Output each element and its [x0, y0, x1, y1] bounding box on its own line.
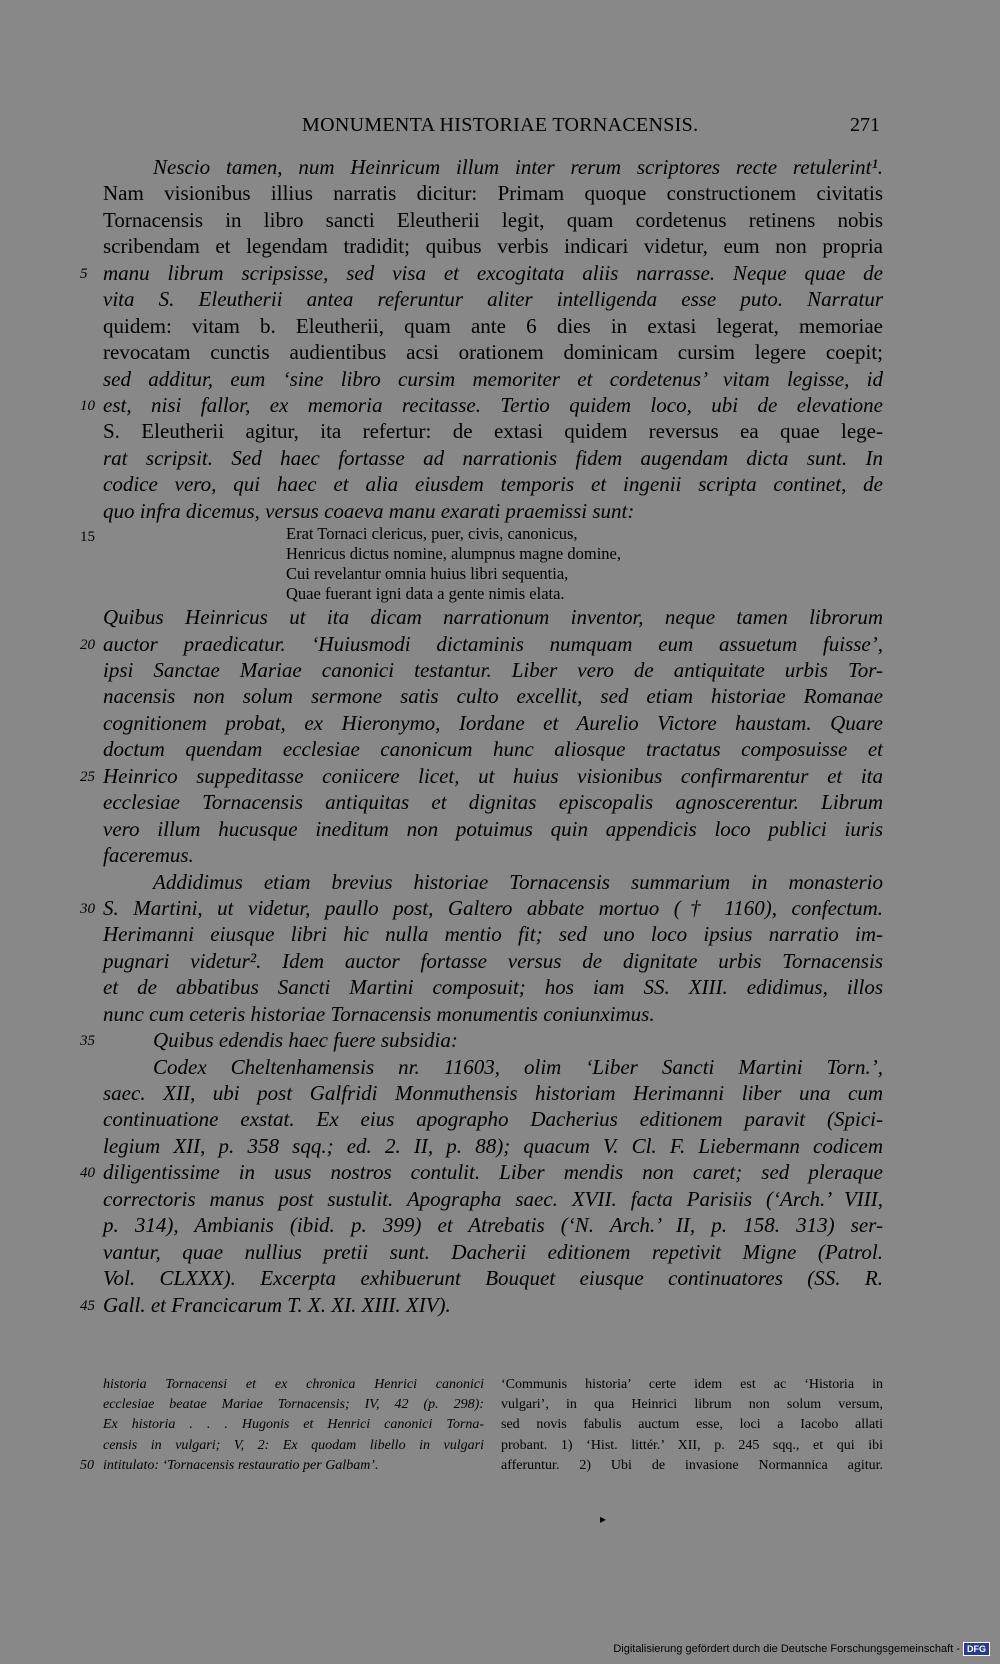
- text-line: 5 manu librum scripsisse, sed visa et excogitata aliis narrasse. Neque quae de: [103, 260, 883, 286]
- text-line: faceremus.: [103, 843, 194, 868]
- text-line: Codex Cheltenhamensis nr. 11603, olim ‘Liber Sancti Martini Torn.’,: [153, 1054, 883, 1079]
- text-line: legium XII, p. 358 sqq.; ed. 2. II, p. 88); quacum V. Cl. F. Liebermann codicem: [103, 1133, 883, 1158]
- dfg-logo: DFG: [963, 1642, 990, 1656]
- line-number: 10: [80, 397, 95, 414]
- footnote-line: Ex historia . . . Hugonis et Henrici canonici Torna-: [103, 1417, 484, 1433]
- line-number: 15: [80, 529, 95, 546]
- verse-line: Quae fuerant igni data a gente nimis elata.: [286, 584, 565, 604]
- line-number: 40: [80, 1165, 95, 1182]
- text-line: revocatam cunctis audientibus acsi orationem dominicam cursim legere coepit;: [103, 340, 883, 365]
- footnote-line: sed novis fabulis auctum esse, loci a Iacobo allati: [501, 1417, 883, 1433]
- verse-line: Henricus dictus nomine, alumpnus magne domine,: [286, 544, 621, 564]
- verse-line: 15 Erat Tornaci clericus, puer, civis, canonicus,: [80, 524, 578, 546]
- text-line: codice vero, qui haec et alia eiusdem temporis et ingenii scripta continet, de: [103, 472, 883, 497]
- text-line: rat scripsit. Sed haec fortasse ad narrationis fidem augendam dicta sunt. In: [103, 445, 883, 470]
- text-line: Herimanni eiusque libri hic nulla mentio fit; sed uno loco ipsius narratio im-: [103, 922, 883, 947]
- text-line: nacensis non solum sermone satis culto excellit, sed etiam historiae Romanae: [103, 684, 883, 709]
- text-line: Nescio tamen, num Heinricum illum inter rerum scriptores recte retulerint¹.: [153, 155, 883, 179]
- footnote-line: vulgari’, in qua Heinrici librum non solum versum,: [501, 1397, 883, 1413]
- text-line: quidem: vitam b. Eleutherii, quam ante 6 dies in extasi legerat, memoriae: [103, 313, 883, 338]
- footnote-column-left: [80, 1375, 484, 1476]
- footer-text: Digitalisierung gefördert durch die Deutsche Forschungsgemeinschaft -: [613, 1643, 960, 1655]
- text-line: ecclesiae Tornacensis antiquitas et dignitas episcopalis agnoscerentur. Librum: [103, 790, 883, 815]
- page-mark: ▸: [600, 1512, 607, 1526]
- footnote-line: historia Tornacensi et ex chronica Henrici canonici: [103, 1377, 484, 1392]
- text-line: 35 Quibus edendis haec fuere subsidia:: [103, 1027, 883, 1053]
- text-line: vantur, quae nullius pretii sunt. Dacherii editionem repetivit Migne (Patrol.: [103, 1239, 883, 1264]
- text-line: 20 auctor praedicatur. ‘Huiusmodi dictaminis numquam eum assuetum fuisse’,: [103, 631, 883, 657]
- footnote-column-right: [501, 1375, 883, 1476]
- text-line: Vol. CLXXX). Excerpta exhibuerunt Bouquet eiusque continuatores (SS. R.: [103, 1266, 883, 1291]
- line-number: 5: [80, 265, 88, 282]
- running-title: MONUMENTA HISTORIAE TORNACENSIS.: [302, 114, 699, 136]
- text-line: correctoris manus post sustulit. Apographa saec. XVII. facta Parisiis (‘Arch.’ VIII,: [103, 1186, 883, 1211]
- line-number: 50: [80, 1457, 94, 1473]
- main-text: [80, 154, 883, 1318]
- footnote-line: censis in vulgari; V, 2: Ex quodam libello in vulgari: [103, 1437, 484, 1453]
- text-line: 10 est, nisi fallor, ex memoria recitasse. Tertio quidem loco, ubi de elevatione: [103, 392, 883, 418]
- text-line: ipsi Sanctae Mariae canonici testantur. Liber vero de antiquitate urbis Tor-: [103, 658, 883, 682]
- text-line: S. Eleutherii agitur, ita refertur: de extasi quidem reversus ea quae lege-: [103, 419, 883, 444]
- running-header: [0, 108, 1000, 140]
- text-line: nunc cum ceteris historiae Tornacensis monumentis coniunximus.: [103, 1001, 655, 1026]
- line-number: 35: [80, 1033, 95, 1050]
- text-line: p. 314), Ambianis (ibid. p. 399) et Atrebatis (‘N. Arch.’ II, p. 158. 313) ser-: [103, 1213, 883, 1238]
- footnote-line: ecclesiae beatae Mariae Tornacensis; IV, 42 (p. 298):: [103, 1397, 484, 1413]
- text-line: Nam visionibus illius narratis dicitur: Primam quoque constructionem civitatis: [103, 181, 883, 206]
- line-number: 25: [80, 768, 95, 785]
- text-line: sed additur, eum ‘sine libro cursim memoriter et cordetenus’ vitam legisse, id: [103, 366, 883, 391]
- footnote-line: afferuntur. 2) Ubi de invasione Normannica agitur.: [501, 1457, 883, 1473]
- line-number: 20: [80, 636, 95, 653]
- text-line: cognitionem probat, ex Hieronymo, Iordane et Aurelio Victore haustam. Quare: [103, 710, 883, 735]
- text-line: vero illum hucusque ineditum non potuimus quin appendicis loco publici iuris: [103, 816, 883, 841]
- text-line: Quibus Heinricus ut ita dicam narrationum inventor, neque tamen librorum: [103, 605, 883, 630]
- footnote-line: ‘Communis historia’ certe idem est ac ‘Historia in: [501, 1377, 883, 1392]
- text-line: vita S. Eleutherii antea referuntur aliter intelligenda esse puto. Narratur: [103, 287, 883, 312]
- text-line: saec. XII, ubi post Galfridi Monmuthensis historiam Herimanni liber una cum: [103, 1081, 883, 1105]
- text-line: 25 Heinrico suppeditasse coniicere licet, ut huius visionibus confirmarentur et ita: [103, 763, 883, 789]
- text-line: scribendam et legendam tradidit; quibus verbis indicari videtur, eum non propria: [103, 234, 883, 259]
- text-line: doctum quendam ecclesiae canonicum hunc aliosque tractatus composuisse et: [103, 737, 883, 762]
- text-line: pugnari videtur². Idem auctor fortasse versus de dignitate urbis Tornacensis: [103, 948, 883, 973]
- footnote-line: 50 intitulato: ‘Tornacensis restauratio per Galbam’.: [103, 1456, 484, 1476]
- text-line: Tornacensis in libro sancti Eleutherii legit, quam cordetenus retinens nobis: [103, 207, 883, 232]
- text-line: 30 S. Martini, ut videtur, paullo post, Galtero abbate mortuo († 1160), confectum.: [103, 895, 883, 921]
- text-line: Addidimus etiam brevius historiae Tornacensis summarium in monasterio: [153, 869, 883, 894]
- text-line: 40 diligentissime in usus nostros contulit. Liber mendis non caret; sed pleraque: [103, 1159, 883, 1185]
- verse-line: Cui revelantur omnia huius libri sequentia,: [286, 564, 569, 584]
- line-number: 30: [80, 900, 95, 917]
- line-number: 45: [80, 1297, 95, 1314]
- footnote-line: probant. 1) ‘Hist. littér.’ XII, p. 245 sqq., et qui ibi: [501, 1437, 883, 1453]
- text-line: et de abbatibus Sancti Martini composuit; hos iam SS. XIII. edidimus, illos: [103, 975, 883, 1000]
- text-line: 45 Gall. et Francicarum T. X. XI. XIII. XIV).: [103, 1292, 883, 1318]
- text-line: quo infra dicemus, versus coaeva manu exarati praemissi sunt:: [103, 498, 635, 523]
- page-number: 271: [850, 114, 880, 136]
- text-line: continuatione exstat. Ex eius apographo Dacherius editionem paravit (Spici-: [103, 1107, 883, 1132]
- digitization-footer: [613, 1642, 990, 1656]
